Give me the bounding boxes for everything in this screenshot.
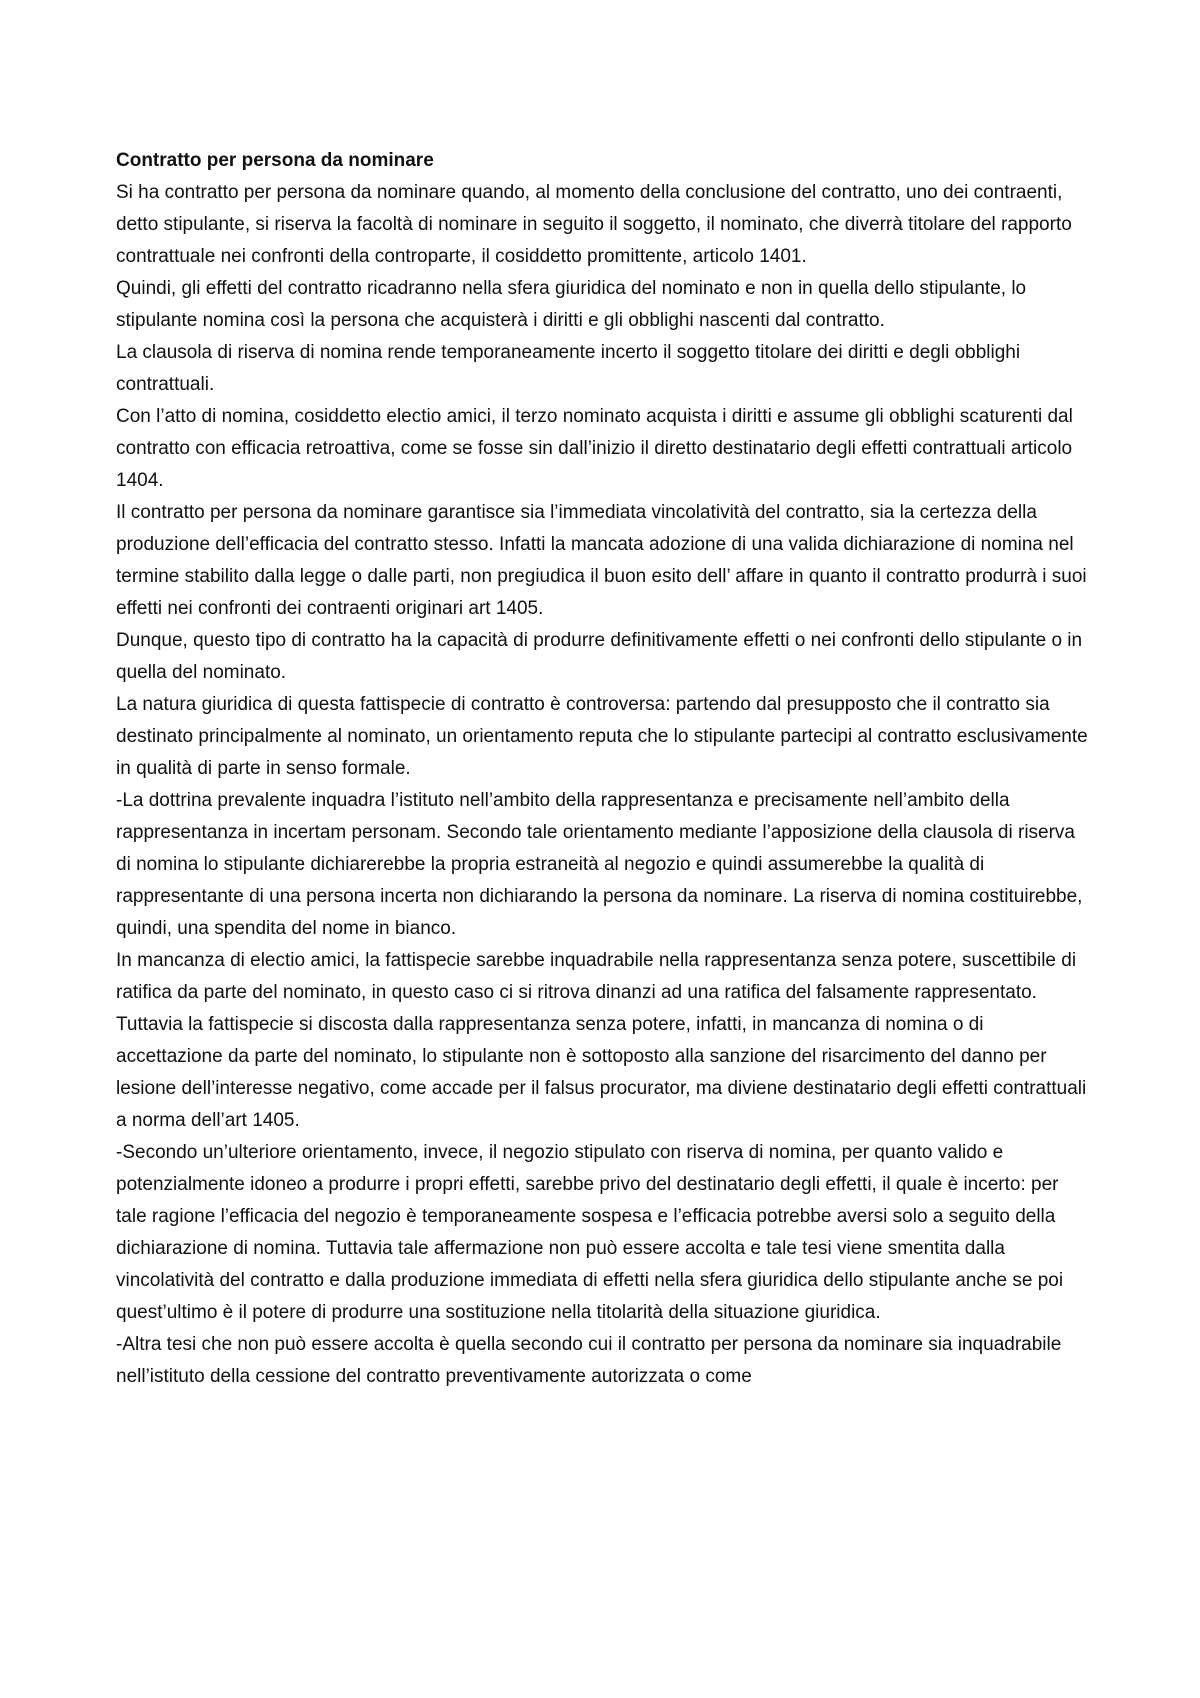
document-title: Contratto per persona da nominare [116, 150, 434, 171]
document-body [116, 145, 1092, 1393]
paragraph-3: La clausola di riserva di nomina rende temporaneamente incerto il soggetto titolare dei diritti e degli obblighi contrattuali. [116, 342, 1021, 395]
paragraph-5: Il contratto per persona da nominare garantisce sia l’immediata vincolatività del contratto, sia la certezza della produzione dell’efficacia del contratto stesso. Infatti la mancata adozione di una valida dichiarazione di nomina nel termine stabilito dalla legge o dalle parti, non pregiudica il buon esito dell’ affare in quanto il contratto produrrà i suoi effetti nei confronti dei contraenti originari art 1405. [116, 502, 1087, 619]
paragraph-8: -La dottrina prevalente inquadra l’istituto nell’ambito della rappresentanza e precisamente nell’ambito della rappresentanza in incertam personam. Secondo tale orientamento mediante l’apposizione della clausola di riserva di nomina lo stipulante dichiarerebbe la propria estraneità al negozio e quindi assumerebbe la qualità di rappresentante di una persona incerta non dichiarando la persona da nominare. La riserva di nomina costituirebbe, quindi, una spendita del nome in bianco. [116, 790, 1083, 939]
paragraph-7: La natura giuridica di questa fattispecie di contratto è controversa: partendo dal presupposto che il contratto sia destinato principalmente al nominato, un orientamento reputa che lo stipulante partecipi al contratto esclusivamente in qualità di parte in senso formale. [116, 694, 1088, 779]
paragraph-11: -Altra tesi che non può essere accolta è quella secondo cui il contratto per persona da nominare sia inquadrabile nell’istituto della cessione del contratto preventivamente autorizzata o come [116, 1334, 1062, 1387]
paragraph-9: In mancanza di electio amici, la fattispecie sarebbe inquadrabile nella rappresentanza senza potere, suscettibile di ratifica da parte del nominato, in questo caso ci si ritrova dinanzi ad una ratifica del falsamente rappresentato. Tuttavia la fattispecie si discosta dalla rappresentanza senza potere, infatti, in mancanza di nomina o di accettazione da parte del nominato, lo stipulante non è sottoposto alla sanzione del risarcimento del danno per lesione dell’interesse negativo, come accade per il falsus procurator, ma diviene destinatario degli effetti contrattuali a norma dell’art 1405. [116, 950, 1087, 1131]
paragraph-4: Con l’atto di nomina, cosiddetto electio amici, il terzo nominato acquista i diritti e assume gli obblighi scaturenti dal contratto con efficacia retroattiva, come se fosse sin dall’inizio il diretto destinatario degli effetti contrattuali articolo 1404. [116, 406, 1073, 491]
paragraph-10: -Secondo un’ulteriore orientamento, invece, il negozio stipulato con riserva di nomina, per quanto valido e potenzialmente idoneo a produrre i propri effetti, sarebbe privo del destinatario degli effetti, il quale è incerto: per tale ragione l’efficacia del negozio è temporaneamente sospesa e l’efficacia potrebbe aversi solo a seguito della dichiarazione di nomina. Tuttavia tale affermazione non può essere accolta e tale tesi viene smentita dalla vincolatività del contratto e dalla produzione immediata di effetti nella sfera giuridica dello stipulante anche se poi quest’ultimo è il potere di produrre una sostituzione nella titolarità della situazione giuridica. [116, 1142, 1064, 1323]
paragraph-6: Dunque, questo tipo di contratto ha la capacità di produrre definitivamente effetti o nei confronti dello stipulante o in quella del nominato. [116, 630, 1083, 683]
paragraph-2: Quindi, gli effetti del contratto ricadranno nella sfera giuridica del nominato e non in quella dello stipulante, lo stipulante nomina così la persona che acquisterà i diritti e gli obblighi nascenti dal contratto. [116, 278, 1027, 331]
paragraph-1: Si ha contratto per persona da nominare quando, al momento della conclusione del contratto, uno dei contraenti, detto stipulante, si riserva la facoltà di nominare in seguito il soggetto, il nominato, che diverrà titolare del rapporto contrattuale nei confronti della controparte, il cosiddetto promittente, articolo 1401. [116, 182, 1072, 267]
